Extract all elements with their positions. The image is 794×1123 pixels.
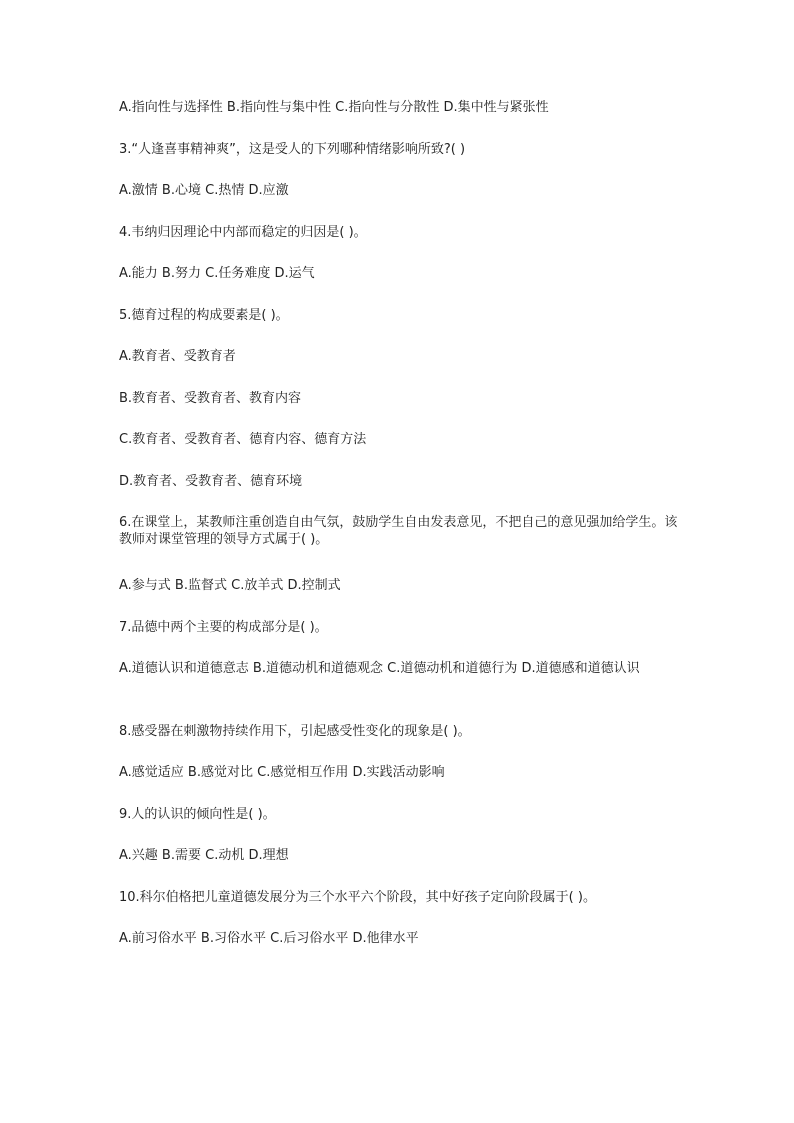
text-option-q5-a: A.教育者、受教育者: [119, 349, 236, 364]
text-question-8: 8.感受器在刺激物持续作用下，引起感受性变化的现象是( )。: [119, 724, 471, 739]
text-options-q4: A.能力 B.努力 C.任务难度 D.运气: [119, 266, 315, 281]
text-question-3: 3.“人逢喜事精神爽”，这是受人的下列哪种情绪影响所致?( ): [119, 142, 466, 157]
text-question-6: 6.在课堂上，某教师注重创造自由气氛，鼓励学生自由发表意见，不把自己的意见强加给学生。该教师对课堂管理的领导方式属于( )。: [119, 515, 678, 547]
text-options-q9: A.兴趣 B.需要 C.动机 D.理想: [119, 848, 289, 863]
text-options-q2: A.指向性与选择性 B.指向性与集中性 C.指向性与分散性 D.集中性与紧张性: [119, 100, 549, 115]
text-option-q5-b: B.教育者、受教育者、教育内容: [119, 391, 302, 406]
text-option-q5-d: D.教育者、受教育者、德育环境: [119, 474, 303, 489]
text-option-q5-c: C.教育者、受教育者、德育内容、德育方法: [119, 432, 367, 447]
text-options-q10: A.前习俗水平 B.习俗水平 C.后习俗水平 D.他律水平: [119, 931, 419, 946]
text-question-5: 5.德育过程的构成要素是( )。: [119, 308, 289, 323]
text-question-7: 7.品德中两个主要的构成部分是( )。: [119, 620, 328, 635]
text-options-q6: A.参与式 B.监督式 C.放羊式 D.控制式: [119, 578, 341, 593]
text-question-9: 9.人的认识的倾向性是( )。: [119, 807, 276, 822]
text-question-4: 4.韦纳归因理论中内部而稳定的归因是( )。: [119, 225, 367, 240]
text-options-q7: A.道德认识和道德意志 B.道德动机和道德观念 C.道德动机和道德行为 D.道德感和道德认识: [119, 661, 640, 676]
text-options-q3: A.激情 B.心境 C.热情 D.应激: [119, 183, 289, 198]
text-question-10: 10.科尔伯格把儿童道德发展分为三个水平六个阶段，其中好孩子定向阶段属于( )。: [119, 890, 596, 905]
text-options-q8: A.感觉适应 B.感觉对比 C.感觉相互作用 D.实践活动影响: [119, 765, 445, 780]
